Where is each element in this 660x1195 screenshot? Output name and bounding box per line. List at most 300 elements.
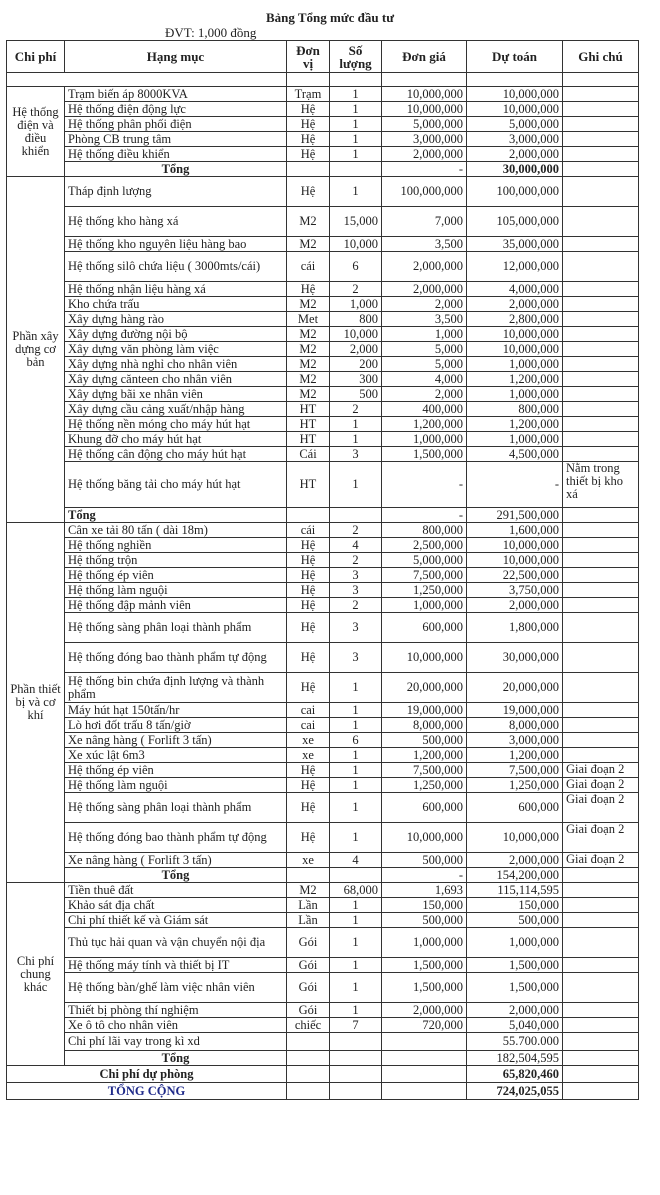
item-name: Hệ thống trộn	[65, 553, 287, 568]
item-estimate: 2,000,000	[467, 1003, 563, 1018]
grand-total-row	[7, 1083, 639, 1100]
item-name: Xây dựng cănteen cho nhân viên	[65, 372, 287, 387]
item-price: 4,000	[382, 372, 467, 387]
item-estimate: 3,750,000	[467, 583, 563, 598]
table-row	[7, 87, 639, 102]
item-note: Giai đoạn 2	[563, 778, 639, 793]
item-qty: 1	[330, 147, 382, 162]
document-title: Bảng Tổng mức đầu tư	[265, 10, 395, 25]
item-qty: 1	[330, 718, 382, 733]
item-note	[563, 357, 639, 372]
item-unit: Hệ	[287, 643, 330, 673]
item-estimate: 10,000,000	[467, 87, 563, 102]
item-price: 1,500,000	[382, 973, 467, 1003]
group-total-label: Tổng	[65, 508, 287, 523]
item-note	[563, 703, 639, 718]
item-name: Hệ thống nền móng cho máy hút hạt	[65, 417, 287, 432]
item-estimate: 55.700.000	[467, 1033, 563, 1051]
item-name: Kho chứa trấu	[65, 297, 287, 312]
table-row	[7, 252, 639, 282]
item-price: 10,000,000	[382, 643, 467, 673]
group-total-row	[7, 868, 639, 883]
item-price: 150,000	[382, 898, 467, 913]
item-unit: Trạm	[287, 87, 330, 102]
item-estimate: 1,000,000	[467, 387, 563, 402]
item-qty: 2,000	[330, 342, 382, 357]
item-note	[563, 1033, 639, 1051]
table-row	[7, 793, 639, 823]
item-price: 20,000,000	[382, 673, 467, 703]
item-name: Chi phí lãi vay trong kì xd	[65, 1033, 287, 1051]
item-name: Xe nâng hàng ( Forlift 3 tấn)	[65, 733, 287, 748]
item-name: Xây dựng hàng rào	[65, 312, 287, 327]
item-qty: 1	[330, 703, 382, 718]
item-unit: Hệ	[287, 102, 330, 117]
item-unit: Hệ	[287, 598, 330, 613]
item-note	[563, 282, 639, 297]
item-qty: 1	[330, 417, 382, 432]
group-label: Hệ thống điện và điều khiển	[7, 87, 65, 177]
item-qty: 1	[330, 763, 382, 778]
table-row	[7, 117, 639, 132]
table-row	[7, 132, 639, 147]
item-price: 3,000,000	[382, 132, 467, 147]
item-qty: 1	[330, 117, 382, 132]
item-price: 19,000,000	[382, 703, 467, 718]
item-estimate: 5,040,000	[467, 1018, 563, 1033]
item-price: 600,000	[382, 793, 467, 823]
item-name: Xây dựng cầu cảng xuất/nhập hàng	[65, 402, 287, 417]
table-row	[7, 973, 639, 1003]
item-note	[563, 312, 639, 327]
item-price: 3,500	[382, 312, 467, 327]
item-estimate: 12,000,000	[467, 252, 563, 282]
item-price: 7,000	[382, 207, 467, 237]
item-name: Hệ thống sàng phân loại thành phẩm	[65, 793, 287, 823]
item-estimate: 10,000,000	[467, 538, 563, 553]
item-estimate: 150,000	[467, 898, 563, 913]
item-unit: Gói	[287, 973, 330, 1003]
group-total-price: -	[382, 508, 467, 523]
item-estimate: 35,000,000	[467, 237, 563, 252]
item-unit: xe	[287, 733, 330, 748]
item-estimate: 800,000	[467, 402, 563, 417]
item-note	[563, 417, 639, 432]
table-row	[7, 568, 639, 583]
item-price: 500,000	[382, 913, 467, 928]
group-total-label: Tổng	[65, 868, 287, 883]
item-note	[563, 102, 639, 117]
item-qty	[330, 1033, 382, 1051]
item-price: 2,000,000	[382, 252, 467, 282]
item-unit	[287, 1033, 330, 1051]
table-row	[7, 102, 639, 117]
item-name: Hệ thống đập mảnh viên	[65, 598, 287, 613]
item-unit: Hệ	[287, 132, 330, 147]
item-unit: Hệ	[287, 147, 330, 162]
group-total-value: 182,504,595	[467, 1051, 563, 1066]
table-row	[7, 447, 639, 462]
item-estimate: 4,500,000	[467, 447, 563, 462]
item-unit: Hệ	[287, 778, 330, 793]
group-total-value: 291,500,000	[467, 508, 563, 523]
group-label: Chi phí chung khác	[7, 883, 65, 1066]
item-estimate: 1,500,000	[467, 958, 563, 973]
item-note	[563, 1018, 639, 1033]
item-price: 5,000	[382, 342, 467, 357]
item-price	[382, 1033, 467, 1051]
item-name: Khảo sát địa chất	[65, 898, 287, 913]
item-unit: M2	[287, 357, 330, 372]
table-row	[7, 417, 639, 432]
header-chi-phi: Chi phí	[7, 41, 65, 73]
contingency-label: Chi phí dự phòng	[7, 1066, 287, 1083]
header-hang-muc: Hạng mục	[65, 41, 287, 73]
grand-total-label: TỔNG CỘNG	[7, 1083, 287, 1100]
item-qty: 7	[330, 1018, 382, 1033]
item-qty: 1	[330, 462, 382, 508]
item-qty: 1	[330, 177, 382, 207]
item-note	[563, 958, 639, 973]
item-price: 800,000	[382, 523, 467, 538]
item-name: Lò hơi đốt trấu 8 tấn/giờ	[65, 718, 287, 733]
item-estimate: 2,800,000	[467, 312, 563, 327]
item-name: Cân xe tải 80 tấn ( dài 18m)	[65, 523, 287, 538]
item-name: Hệ thống làm nguội	[65, 778, 287, 793]
item-note	[563, 748, 639, 763]
table-row	[7, 342, 639, 357]
item-price: 2,000,000	[382, 147, 467, 162]
item-estimate: 7,500,000	[467, 763, 563, 778]
item-note	[563, 913, 639, 928]
item-note: Nằm trong thiết bị kho xá	[563, 462, 639, 508]
item-note	[563, 207, 639, 237]
item-qty: 1	[330, 748, 382, 763]
item-unit: Lần	[287, 898, 330, 913]
item-note	[563, 372, 639, 387]
item-qty: 1	[330, 958, 382, 973]
item-price: 1,000	[382, 327, 467, 342]
item-unit: Gói	[287, 928, 330, 958]
item-name: Hệ thống băng tải cho máy hút hạt	[65, 462, 287, 508]
item-qty: 1	[330, 87, 382, 102]
group-total-value: 30,000,000	[467, 162, 563, 177]
item-name: Xây dựng văn phòng làm việc	[65, 342, 287, 357]
item-estimate: 3,000,000	[467, 733, 563, 748]
item-name: Chi phí thiết kế và Giám sát	[65, 913, 287, 928]
item-estimate: 1,000,000	[467, 928, 563, 958]
item-qty: 300	[330, 372, 382, 387]
table-row	[7, 913, 639, 928]
item-unit: M2	[287, 237, 330, 252]
group-total-price	[382, 1051, 467, 1066]
header-ghi-chu: Ghi chú	[563, 41, 639, 73]
item-note	[563, 87, 639, 102]
item-name: Tiền thuê đất	[65, 883, 287, 898]
item-name: Xe xúc lật 6m3	[65, 748, 287, 763]
header-don-gia: Đơn giá	[382, 41, 467, 73]
table-row	[7, 297, 639, 312]
item-name: Hệ thống nhận liệu hàng xá	[65, 282, 287, 297]
item-unit: HT	[287, 462, 330, 508]
item-unit: xe	[287, 748, 330, 763]
item-name: Hệ thống silô chứa liệu ( 3000mts/cái)	[65, 252, 287, 282]
table-row	[7, 703, 639, 718]
item-estimate: 22,500,000	[467, 568, 563, 583]
table-row	[7, 898, 639, 913]
item-estimate: 1,600,000	[467, 523, 563, 538]
table-row	[7, 538, 639, 553]
item-price: 1,000,000	[382, 432, 467, 447]
item-estimate: 1,250,000	[467, 778, 563, 793]
item-unit: M2	[287, 207, 330, 237]
table-body	[7, 73, 639, 1066]
item-estimate: 10,000,000	[467, 327, 563, 342]
item-name: Máy hút hạt 150tấn/hr	[65, 703, 287, 718]
item-note	[563, 643, 639, 673]
table-row	[7, 1018, 639, 1033]
item-name: Hệ thống sàng phân loại thành phẩm	[65, 613, 287, 643]
item-estimate: 100,000,000	[467, 177, 563, 207]
item-note	[563, 252, 639, 282]
item-price: 1,200,000	[382, 748, 467, 763]
item-note	[563, 898, 639, 913]
item-name: Xe nâng hàng ( Forlift 3 tấn)	[65, 853, 287, 868]
item-estimate: 10,000,000	[467, 823, 563, 853]
item-unit: Met	[287, 312, 330, 327]
item-name: Xe ô tô cho nhân viên	[65, 1018, 287, 1033]
item-note	[563, 928, 639, 958]
item-price: 400,000	[382, 402, 467, 417]
unit-label: ĐVT: 1,000 đồng	[165, 25, 257, 40]
item-unit: M2	[287, 372, 330, 387]
group-total-row	[7, 1051, 639, 1066]
item-estimate: 1,200,000	[467, 417, 563, 432]
item-note	[563, 568, 639, 583]
item-unit: Gói	[287, 1003, 330, 1018]
item-estimate: 5,000,000	[467, 117, 563, 132]
item-name: Thiết bị phòng thí nghiệm	[65, 1003, 287, 1018]
item-qty: 3	[330, 583, 382, 598]
table-row	[7, 402, 639, 417]
item-price: 5,000,000	[382, 117, 467, 132]
table-row	[7, 928, 639, 958]
item-note	[563, 342, 639, 357]
item-qty: 10,000	[330, 327, 382, 342]
item-unit: M2	[287, 883, 330, 898]
item-unit: M2	[287, 297, 330, 312]
item-price: 720,000	[382, 1018, 467, 1033]
table-row	[7, 583, 639, 598]
item-qty: 3	[330, 643, 382, 673]
item-name: Hệ thống cân động cho máy hút hạt	[65, 447, 287, 462]
item-note	[563, 132, 639, 147]
item-unit: Cái	[287, 447, 330, 462]
item-note	[563, 883, 639, 898]
item-unit: Hệ	[287, 282, 330, 297]
item-note: Giai đoạn 2	[563, 793, 639, 823]
item-qty: 68,000	[330, 883, 382, 898]
item-name: Hệ thống ép viên	[65, 763, 287, 778]
item-note	[563, 553, 639, 568]
item-unit: Gói	[287, 958, 330, 973]
item-name: Hệ thống ép viên	[65, 568, 287, 583]
item-qty: 2	[330, 282, 382, 297]
grand-total-value: 724,025,055	[467, 1083, 563, 1100]
item-unit: M2	[287, 342, 330, 357]
header-don-vi: Đơn vị	[287, 41, 330, 73]
item-qty: 15,000	[330, 207, 382, 237]
item-name: Hệ thống đóng bao thành phẩm tự động	[65, 643, 287, 673]
item-note	[563, 538, 639, 553]
item-qty: 200	[330, 357, 382, 372]
item-estimate: 10,000,000	[467, 102, 563, 117]
item-note: Giai đoạn 2	[563, 853, 639, 868]
table-row	[7, 282, 639, 297]
table-row	[7, 387, 639, 402]
table-row	[7, 432, 639, 447]
item-estimate: 10,000,000	[467, 553, 563, 568]
item-name: Hệ thống máy tính và thiết bị IT	[65, 958, 287, 973]
item-price: 500,000	[382, 733, 467, 748]
item-qty: 1	[330, 823, 382, 853]
item-note	[563, 402, 639, 417]
item-name: Xây dựng đường nội bộ	[65, 327, 287, 342]
item-unit: cái	[287, 523, 330, 538]
group-total-price: -	[382, 162, 467, 177]
item-qty: 1	[330, 778, 382, 793]
item-unit: Hệ	[287, 568, 330, 583]
item-estimate: 115,114,595	[467, 883, 563, 898]
item-name: Hệ thống phân phối điện	[65, 117, 287, 132]
item-price: -	[382, 462, 467, 508]
item-unit: Hệ	[287, 793, 330, 823]
item-qty: 1	[330, 102, 382, 117]
table-row	[7, 883, 639, 898]
item-qty: 6	[330, 252, 382, 282]
item-note	[563, 673, 639, 703]
item-qty: 3	[330, 568, 382, 583]
item-price: 1,250,000	[382, 583, 467, 598]
item-note	[563, 237, 639, 252]
item-price: 600,000	[382, 613, 467, 643]
item-estimate: 1,200,000	[467, 748, 563, 763]
item-unit: cái	[287, 252, 330, 282]
item-note	[563, 147, 639, 162]
item-estimate: 19,000,000	[467, 703, 563, 718]
item-qty: 1,000	[330, 297, 382, 312]
header-du-toan: Dự toán	[467, 41, 563, 73]
table-row	[7, 372, 639, 387]
table-row	[7, 1033, 639, 1051]
item-name: Hệ thống điều khiển	[65, 147, 287, 162]
item-note	[563, 598, 639, 613]
item-price: 1,500,000	[382, 447, 467, 462]
table-row	[7, 553, 639, 568]
table-row	[7, 237, 639, 252]
item-name: Hệ thống làm nguội	[65, 583, 287, 598]
item-note	[563, 387, 639, 402]
investment-table	[6, 40, 639, 1100]
item-note	[563, 1003, 639, 1018]
item-price: 5,000	[382, 357, 467, 372]
item-qty: 1	[330, 132, 382, 147]
item-unit: Lần	[287, 913, 330, 928]
table-row	[7, 207, 639, 237]
item-estimate: 4,000,000	[467, 282, 563, 297]
item-unit: Hệ	[287, 583, 330, 598]
item-note	[563, 718, 639, 733]
item-name: Hệ thống kho hàng xá	[65, 207, 287, 237]
item-estimate: 1,000,000	[467, 432, 563, 447]
item-unit: Hệ	[287, 613, 330, 643]
contingency-value: 65,820,460	[467, 1066, 563, 1083]
item-unit: Hệ	[287, 117, 330, 132]
table-header-row	[7, 41, 639, 73]
table-row	[7, 718, 639, 733]
item-note	[563, 733, 639, 748]
item-qty: 800	[330, 312, 382, 327]
item-price: 1,500,000	[382, 958, 467, 973]
group-total-value: 154,200,000	[467, 868, 563, 883]
item-unit: HT	[287, 432, 330, 447]
item-qty: 4	[330, 538, 382, 553]
item-estimate: -	[467, 462, 563, 508]
item-estimate: 2,000,000	[467, 147, 563, 162]
item-estimate: 3,000,000	[467, 132, 563, 147]
table-row	[7, 1003, 639, 1018]
item-unit: chiếc	[287, 1018, 330, 1033]
item-unit: xe	[287, 853, 330, 868]
item-unit: M2	[287, 327, 330, 342]
item-note	[563, 177, 639, 207]
item-estimate: 1,200,000	[467, 372, 563, 387]
item-qty: 3	[330, 613, 382, 643]
item-price: 10,000,000	[382, 87, 467, 102]
table-row	[7, 147, 639, 162]
item-qty: 2	[330, 402, 382, 417]
item-note	[563, 297, 639, 312]
item-estimate: 10,000,000	[467, 342, 563, 357]
item-name: Hệ thống kho nguyên liệu hàng bao	[65, 237, 287, 252]
item-estimate: 2,000,000	[467, 853, 563, 868]
item-note	[563, 523, 639, 538]
item-name: Hệ thống nghiền	[65, 538, 287, 553]
item-note	[563, 583, 639, 598]
item-estimate: 1,500,000	[467, 973, 563, 1003]
table-row	[7, 462, 639, 508]
group-label: Phần thiết bị và cơ khí	[7, 523, 65, 883]
item-note: Giai đoạn 2	[563, 763, 639, 778]
item-note	[563, 117, 639, 132]
item-qty: 500	[330, 387, 382, 402]
table-row	[7, 177, 639, 207]
item-note	[563, 447, 639, 462]
item-estimate: 20,000,000	[467, 673, 563, 703]
item-estimate: 500,000	[467, 913, 563, 928]
item-qty: 6	[330, 733, 382, 748]
header-so-luong: Số lượng	[330, 41, 382, 73]
item-price: 10,000,000	[382, 823, 467, 853]
item-unit: Hệ	[287, 538, 330, 553]
item-price: 8,000,000	[382, 718, 467, 733]
table-row	[7, 613, 639, 643]
table-row	[7, 523, 639, 538]
item-price: 7,500,000	[382, 568, 467, 583]
item-qty: 2	[330, 598, 382, 613]
item-qty: 1	[330, 793, 382, 823]
group-label: Phần xây dựng cơ bản	[7, 177, 65, 523]
